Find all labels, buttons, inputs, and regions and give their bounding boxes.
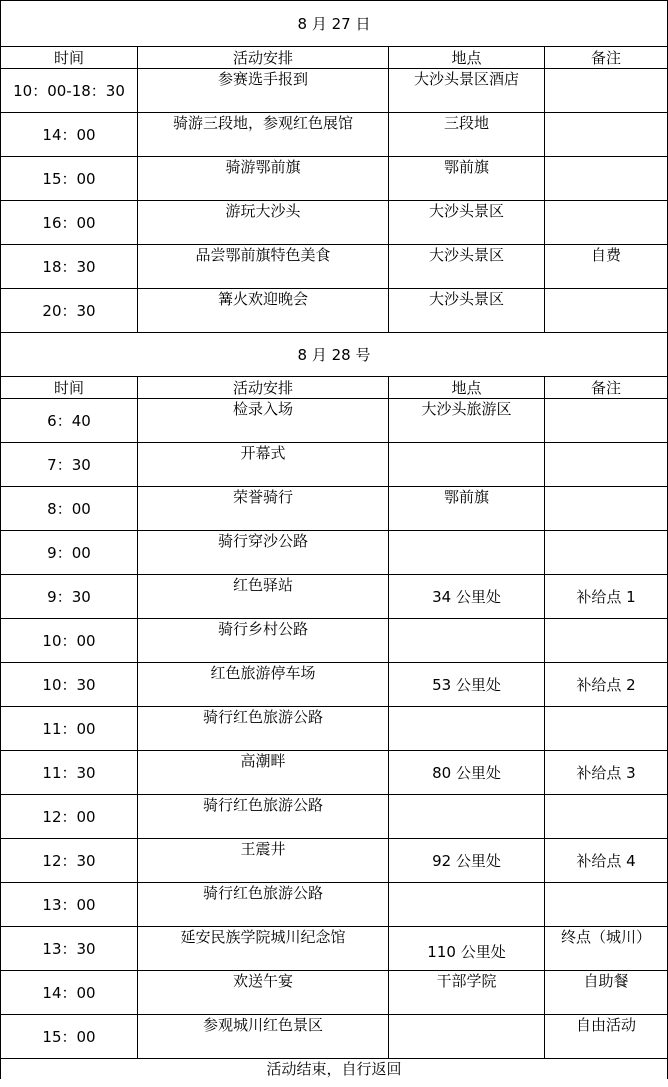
day2-row	[1, 443, 668, 487]
time-cell: 6：40	[1, 399, 138, 443]
activity-cell: 高潮畔	[138, 751, 389, 795]
time-cell: 10：00-18：30	[1, 69, 138, 113]
activity-cell: 骑行乡村公路	[138, 619, 389, 663]
activity-cell: 红色旅游停车场	[138, 663, 389, 707]
location-cell: 92 公里处	[389, 839, 545, 883]
note-cell: 自助餐	[545, 971, 668, 1015]
location-cell: 大沙头景区	[389, 201, 545, 245]
day1-row	[1, 245, 668, 289]
day2-row	[1, 1015, 668, 1059]
day1-title: 8 月 27 日	[1, 1, 668, 47]
header-note: 备注	[545, 47, 668, 69]
time-cell: 14：00	[1, 971, 138, 1015]
location-cell: 大沙头景区酒店	[389, 69, 545, 113]
day2-row	[1, 487, 668, 531]
location-cell: 干部学院	[389, 971, 545, 1015]
note-cell: 自费	[545, 245, 668, 289]
time-cell: 13：00	[1, 883, 138, 927]
time-cell: 12：00	[1, 795, 138, 839]
end-note: 活动结束，自行返回	[1, 1059, 668, 1080]
activity-cell: 开幕式	[138, 443, 389, 487]
note-cell: 补给点 4	[545, 839, 668, 883]
day1-title-row	[1, 1, 668, 47]
note-cell	[545, 443, 668, 487]
activity-cell: 荣誉骑行	[138, 487, 389, 531]
time-cell: 9：00	[1, 531, 138, 575]
location-cell: 三段地	[389, 113, 545, 157]
time-cell: 10：00	[1, 619, 138, 663]
day1-row	[1, 69, 668, 113]
note-cell	[545, 883, 668, 927]
note-cell	[545, 289, 668, 333]
note-cell	[545, 201, 668, 245]
location-cell: 大沙头景区	[389, 245, 545, 289]
activity-cell: 红色驿站	[138, 575, 389, 619]
note-cell	[545, 619, 668, 663]
note-cell: 补给点 2	[545, 663, 668, 707]
activity-cell: 骑游鄂前旗	[138, 157, 389, 201]
day2-row	[1, 971, 668, 1015]
note-cell: 自由活动	[545, 1015, 668, 1059]
time-cell: 11：30	[1, 751, 138, 795]
time-cell: 15：00	[1, 1015, 138, 1059]
activity-cell: 延安民族学院城川纪念馆	[138, 927, 389, 971]
location-cell: 大沙头景区	[389, 289, 545, 333]
note-cell	[545, 113, 668, 157]
activity-cell: 骑行红色旅游公路	[138, 795, 389, 839]
note-cell: 补给点 3	[545, 751, 668, 795]
location-cell	[389, 619, 545, 663]
location-cell: 80 公里处	[389, 751, 545, 795]
day2-title: 8 月 28 号	[1, 333, 668, 377]
time-cell: 10：30	[1, 663, 138, 707]
header-location: 地点	[389, 47, 545, 69]
header-activity: 活动安排	[138, 377, 389, 399]
note-cell	[545, 707, 668, 751]
location-cell	[389, 795, 545, 839]
location-cell	[389, 443, 545, 487]
time-cell: 15：00	[1, 157, 138, 201]
day1-row	[1, 289, 668, 333]
location-cell: 鄂前旗	[389, 487, 545, 531]
day1-header-row	[1, 47, 668, 69]
activity-cell: 品尝鄂前旗特色美食	[138, 245, 389, 289]
day2-row	[1, 751, 668, 795]
activity-cell: 欢送午宴	[138, 971, 389, 1015]
time-cell: 8：00	[1, 487, 138, 531]
note-cell	[545, 531, 668, 575]
activity-cell: 王震井	[138, 839, 389, 883]
time-cell: 11：00	[1, 707, 138, 751]
activity-cell: 骑行红色旅游公路	[138, 707, 389, 751]
activity-cell: 篝火欢迎晚会	[138, 289, 389, 333]
note-cell: 补给点 1	[545, 575, 668, 619]
location-cell	[389, 883, 545, 927]
time-cell: 16：00	[1, 201, 138, 245]
day2-title-row	[1, 333, 668, 377]
day2-row	[1, 619, 668, 663]
header-activity: 活动安排	[138, 47, 389, 69]
time-cell: 9：30	[1, 575, 138, 619]
day2-row	[1, 531, 668, 575]
location-cell	[389, 1015, 545, 1059]
day2-row	[1, 883, 668, 927]
day2-row	[1, 575, 668, 619]
time-cell: 20：30	[1, 289, 138, 333]
activity-cell: 骑游三段地，参观红色展馆	[138, 113, 389, 157]
note-cell: 终点（城川）	[545, 927, 668, 971]
location-cell: 鄂前旗	[389, 157, 545, 201]
time-cell: 18：30	[1, 245, 138, 289]
header-note: 备注	[545, 377, 668, 399]
header-time: 时间	[1, 377, 138, 399]
location-cell	[389, 707, 545, 751]
day1-row	[1, 157, 668, 201]
location-cell: 53 公里处	[389, 663, 545, 707]
day2-row	[1, 399, 668, 443]
activity-cell: 参赛选手报到	[138, 69, 389, 113]
day1-row	[1, 201, 668, 245]
day2-header-row	[1, 377, 668, 399]
time-cell: 7：30	[1, 443, 138, 487]
header-location: 地点	[389, 377, 545, 399]
day2-row	[1, 927, 668, 971]
note-cell	[545, 487, 668, 531]
note-cell	[545, 69, 668, 113]
time-cell: 13：30	[1, 927, 138, 971]
activity-cell: 检录入场	[138, 399, 389, 443]
note-cell	[545, 157, 668, 201]
note-cell	[545, 399, 668, 443]
day2-row	[1, 795, 668, 839]
header-time: 时间	[1, 47, 138, 69]
activity-cell: 骑行穿沙公路	[138, 531, 389, 575]
location-cell: 110 公里处	[389, 927, 545, 971]
time-cell: 14：00	[1, 113, 138, 157]
activity-cell: 骑行红色旅游公路	[138, 883, 389, 927]
day2-row	[1, 839, 668, 883]
time-cell: 12：30	[1, 839, 138, 883]
day2-row	[1, 707, 668, 751]
end-row	[1, 1059, 668, 1080]
day1-row	[1, 113, 668, 157]
location-cell: 大沙头旅游区	[389, 399, 545, 443]
activity-cell: 参观城川红色景区	[138, 1015, 389, 1059]
note-cell	[545, 795, 668, 839]
location-cell	[389, 531, 545, 575]
day2-row	[1, 663, 668, 707]
activity-cell: 游玩大沙头	[138, 201, 389, 245]
location-cell: 34 公里处	[389, 575, 545, 619]
